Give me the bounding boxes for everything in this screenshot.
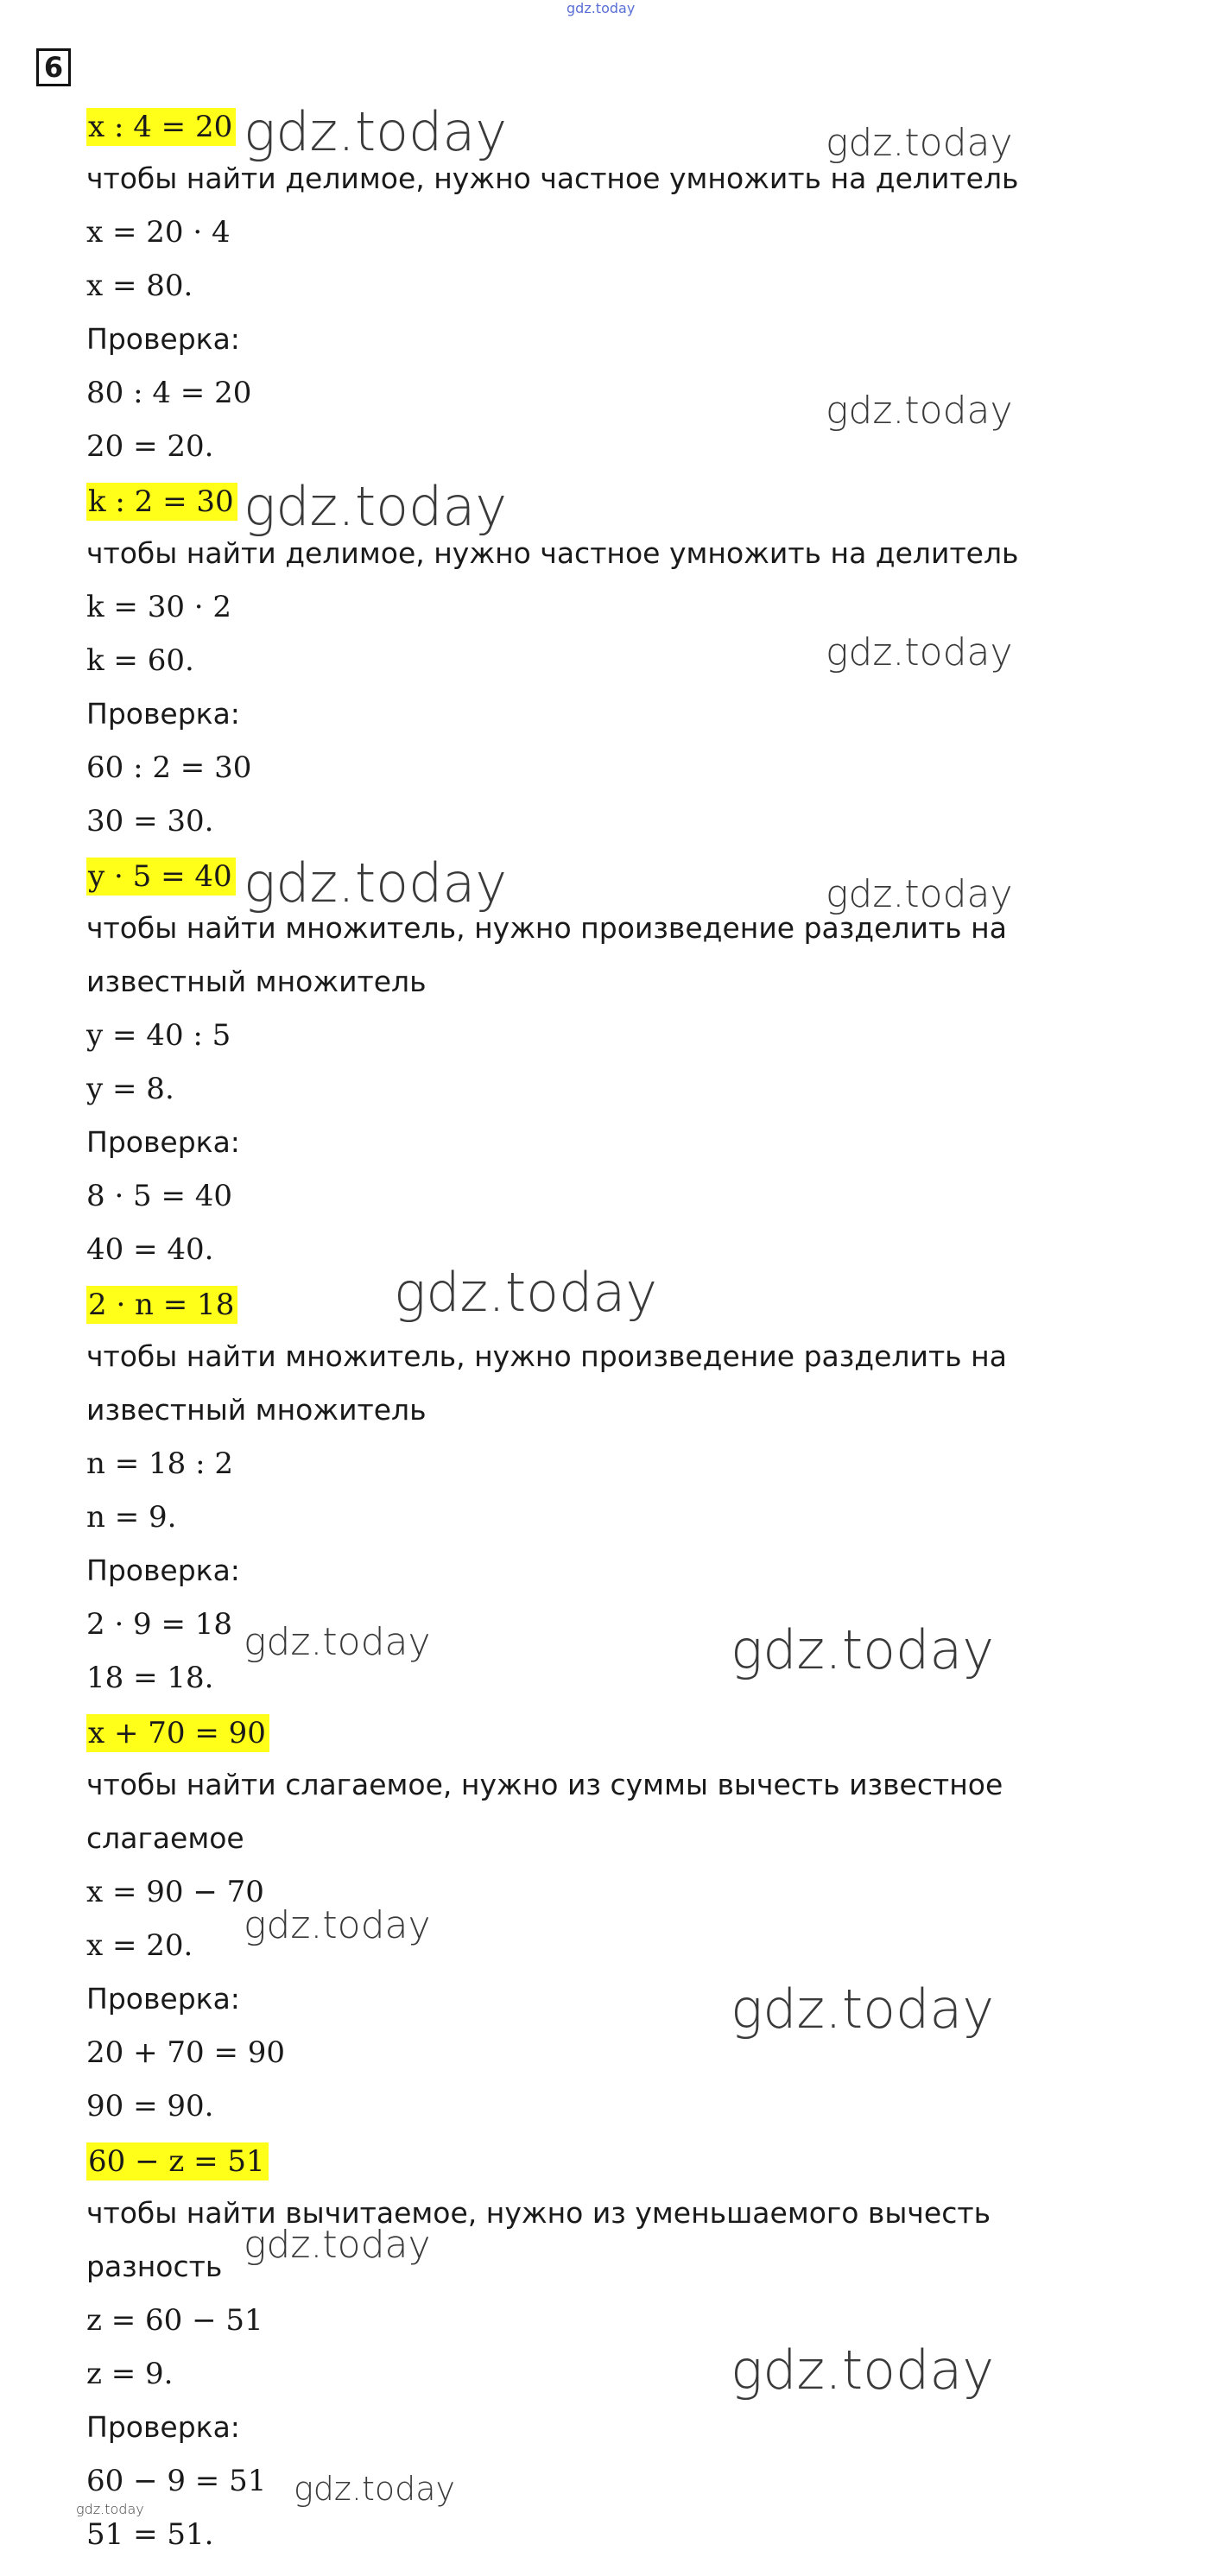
equation-row <box>86 259 1045 313</box>
watermark: gdz.today <box>244 1903 431 1947</box>
equation-step: 30 = 30. <box>86 804 214 839</box>
watermark: gdz.today <box>244 100 508 163</box>
equation-step: k = 60. <box>86 643 194 678</box>
task-equation: 2 · n = 18 <box>86 1286 237 1324</box>
equation-step: z = 9. <box>86 2357 174 2391</box>
equation-step: n = 18 : 2 <box>86 1446 233 1481</box>
equation-row <box>86 1009 1045 1062</box>
equation-row <box>86 1437 1045 1491</box>
equation-step: 60 − 9 = 51 <box>86 2464 267 2498</box>
task-number-badge: 6 <box>36 48 71 86</box>
equation-step: k = 30 · 2 <box>86 590 232 624</box>
explanation-row <box>86 1383 1045 1437</box>
explanation-text: разность <box>86 2250 223 2283</box>
watermark: gdz.today <box>244 2223 431 2267</box>
explanation-text: Проверка: <box>86 697 240 731</box>
equation-row <box>86 1491 1045 1544</box>
equation-step: 40 = 40. <box>86 1232 214 1267</box>
equation-step: x = 20. <box>86 1928 193 1963</box>
watermark: gdz.today <box>244 1620 431 1664</box>
equation-step: z = 60 − 51 <box>86 2303 263 2338</box>
explanation-text: чтобы найти вычитаемое, нужно из уменьшаемого вычесть <box>86 2196 991 2230</box>
equation-step: 90 = 90. <box>86 2089 214 2123</box>
equation-row <box>86 2508 1045 2561</box>
equation-step: y = 40 : 5 <box>86 1018 231 1053</box>
equation-step: 20 + 70 = 90 <box>86 2035 285 2070</box>
equation-step: x = 90 − 70 <box>86 1875 264 1909</box>
equation-step: x = 80. <box>86 269 193 303</box>
equation-row <box>86 794 1045 848</box>
equation-row <box>86 206 1045 259</box>
explanation-text: чтобы найти делимое, нужно частное умножить на делитель <box>86 161 1019 195</box>
watermark: gdz.today <box>244 475 508 538</box>
explanation-text: Проверка: <box>86 1125 240 1159</box>
explanation-row <box>86 313 1045 366</box>
explanation-text: Проверка: <box>86 1982 240 2016</box>
watermark: gdz.today <box>731 1978 995 2041</box>
equation-row <box>86 1919 1045 1972</box>
equation-row <box>86 2454 1045 2508</box>
equation-step: 20 = 20. <box>86 429 214 464</box>
explanation-row <box>86 687 1045 741</box>
equation-step: 2 · 9 = 18 <box>86 1607 233 1642</box>
task-equation-row <box>86 1705 1045 1758</box>
equation-step: 80 : 4 = 20 <box>86 376 252 410</box>
explanation-text: чтобы найти слагаемое, нужно из суммы вычесть известное <box>86 1768 1003 1801</box>
equation-row <box>86 1062 1045 1116</box>
equation-step: 60 : 2 = 30 <box>86 750 252 785</box>
explanation-row <box>86 527 1045 580</box>
explanation-row <box>86 1116 1045 1169</box>
equation-step: 8 · 5 = 40 <box>86 1179 233 1213</box>
equation-step: n = 9. <box>86 1500 177 1535</box>
solution-content <box>86 98 1045 2561</box>
watermark: gdz.today <box>826 389 1013 433</box>
explanation-text: чтобы найти множитель, нужно произведение разделить на <box>86 911 1007 945</box>
equation-row <box>86 1169 1045 1223</box>
task-equation-row <box>86 2133 1045 2187</box>
explanation-row <box>86 1812 1045 1865</box>
watermark: gdz.today <box>826 630 1013 674</box>
explanation-row <box>86 1758 1045 1812</box>
task-equation-row <box>86 473 1045 527</box>
task-equation: 60 − z = 51 <box>86 2142 269 2180</box>
watermark: gdz.today <box>76 2501 144 2517</box>
explanation-text: Проверка: <box>86 1554 240 1587</box>
explanation-text: чтобы найти делимое, нужно частное умножить на делитель <box>86 536 1019 570</box>
task-equation: x : 4 = 20 <box>86 108 236 146</box>
equation-row <box>86 1865 1045 1919</box>
watermark: gdz.today <box>826 872 1013 916</box>
explanation-row <box>86 955 1045 1009</box>
equation-step: y = 8. <box>86 1072 174 1106</box>
equation-row <box>86 741 1045 794</box>
explanation-text: Проверка: <box>86 322 240 356</box>
task-equation: k : 2 = 30 <box>86 483 237 521</box>
watermark: gdz.today <box>731 1618 995 1681</box>
explanation-row <box>86 2187 1045 2240</box>
watermark: gdz.today <box>731 2339 995 2402</box>
watermark: gdz.today <box>244 851 508 915</box>
explanation-row <box>86 1544 1045 1598</box>
explanation-row <box>86 1330 1045 1383</box>
equation-row <box>86 580 1045 634</box>
explanation-row <box>86 2401 1045 2454</box>
equation-step: x = 20 · 4 <box>86 215 231 250</box>
top-watermark: gdz.today <box>567 0 636 16</box>
explanation-row <box>86 2240 1045 2294</box>
watermark: gdz.today <box>826 121 1013 165</box>
equation-step: 18 = 18. <box>86 1661 214 1695</box>
task-equation: x + 70 = 90 <box>86 1714 269 1752</box>
explanation-text: Проверка: <box>86 2410 240 2444</box>
watermark: gdz.today <box>394 1261 658 1324</box>
equation-step: 51 = 51. <box>86 2517 214 2552</box>
explanation-text: слагаемое <box>86 1821 244 1855</box>
watermark: gdz.today <box>294 2470 455 2508</box>
task-equation: y · 5 = 40 <box>86 858 236 896</box>
explanation-text: известный множитель <box>86 1393 427 1427</box>
explanation-text: известный множитель <box>86 965 427 998</box>
equation-row <box>86 2079 1045 2133</box>
explanation-text: чтобы найти множитель, нужно произведение разделить на <box>86 1339 1007 1373</box>
